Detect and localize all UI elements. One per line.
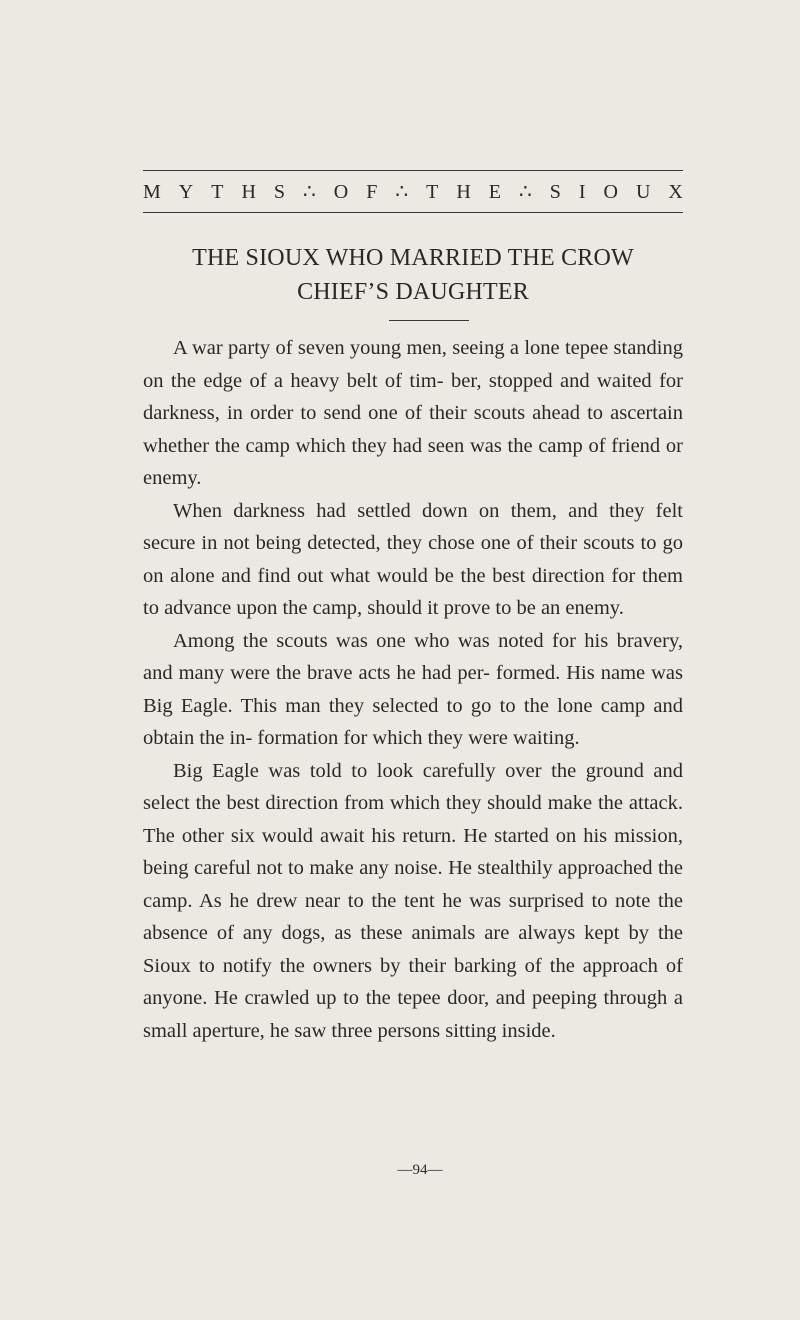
- running-head-char: S: [549, 181, 561, 203]
- header-rule-top: [143, 170, 683, 171]
- running-head-char: H: [241, 181, 256, 203]
- running-head-char: T: [211, 181, 224, 203]
- running-head-char: I: [578, 181, 586, 203]
- title-divider: [389, 320, 469, 321]
- chapter-title-line-1: THE SIOUX WHO MARRIED THE CROW: [192, 245, 634, 271]
- running-head-char: X: [668, 181, 683, 203]
- body-text: [143, 332, 683, 1047]
- running-head-char: Y: [178, 181, 194, 203]
- running-head-char: U: [635, 181, 651, 203]
- running-head-char: O: [603, 181, 618, 203]
- running-head-char: E: [488, 181, 501, 203]
- header-rule-bottom: [143, 212, 683, 213]
- running-head-separator: ∴: [395, 181, 409, 203]
- running-head-char: T: [426, 181, 439, 203]
- running-head-separator: ∴: [518, 181, 532, 203]
- chapter-title-line-2: CHIEF’S DAUGHTER: [297, 279, 529, 305]
- running-head-char: S: [273, 181, 286, 203]
- running-head-char: O: [333, 181, 349, 203]
- paragraph: Among the scouts was one who was noted for his bravery, and many were the brave acts he had per- formed. His name was Big Eagle. This man they selected to go to the lone camp and obtain the in- formation for which they were waiting.: [143, 629, 683, 749]
- paragraph: Big Eagle was told to look carefully over the ground and select the best direction from which they should make the attack. The other six would await his return. He started on his mission, being careful not to make any noise. He stealthily approached the camp. As he drew near to the tent he was surprised to note the absence of any dogs, as these animals are always kept by the Sioux to notify the owners by their barking of the approach of anyone. He crawled up to the tepee door, and peeping through a small aperture, he saw three persons sitting inside.: [143, 759, 683, 1042]
- running-head-char: F: [366, 181, 378, 203]
- page-number: —94—: [397, 1162, 443, 1178]
- running-head-char: H: [456, 181, 471, 203]
- chapter-title: [143, 241, 683, 309]
- running-head-separator: ∴: [303, 181, 316, 203]
- running-head-char: M: [143, 181, 161, 203]
- paragraph: When darkness had settled down on them, and they felt secure in not being detected, they chose one of their scouts to go on alone and find out what would be the best direction for them to advance upon the camp, should it prove to be an enemy.: [143, 499, 683, 619]
- paragraph: A war party of seven young men, seeing a lone tepee standing on the edge of a heavy belt of tim- ber, stopped and waited for darkness, in order to send one of their scouts ahead to ascertain whether the camp which they had seen was the camp of friend or enemy.: [143, 337, 683, 489]
- running-head: [143, 178, 683, 206]
